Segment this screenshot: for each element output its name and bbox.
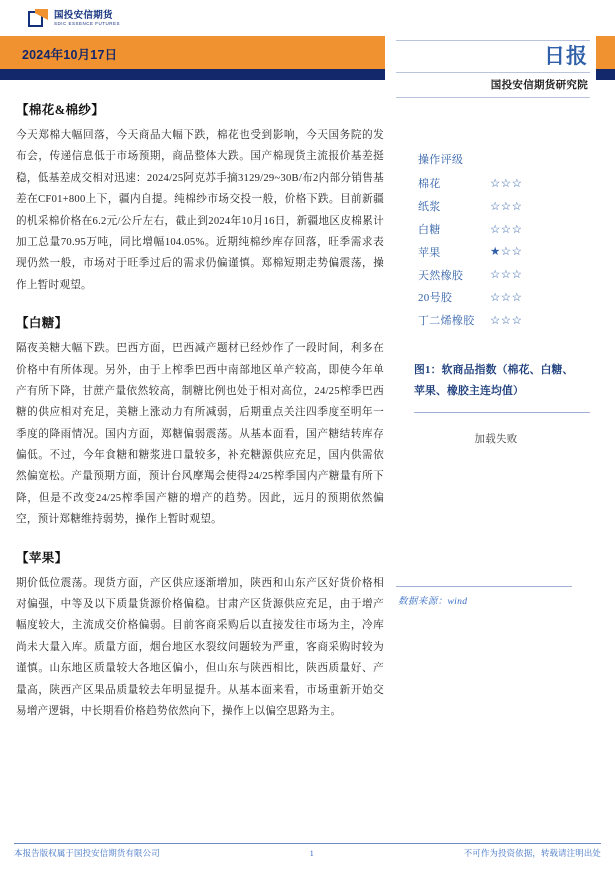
- rating-name-rubber-20: 20号胶: [418, 292, 453, 305]
- masthead: [0, 0, 615, 36]
- section-title-cotton: 【棉花&棉纱】: [16, 103, 105, 117]
- section-apple: [16, 548, 384, 723]
- rating-stars-rubber-20: ☆☆☆: [490, 292, 523, 305]
- rating-row-rubber-20: [418, 288, 522, 311]
- section-body-cotton: 今天郑棉大幅回落，今天商品大幅下跌，棉花也受到影响，今天国务院的发布会，传递信息低于市场预期，商品整体大跌。国产棉现货主流报价基差挺稳，低基差成交相对迅速：2024/25阿克苏手摘3129/29~30B/布2内部分销售基差在CF01+800上下，疆内自提。纯棉纱市场交投一般，价格下跌。目前新疆的机采棉价格在6.2元/公斤左右，截止到2024年10月16日，新疆地区皮棉累计加工总量70.95万吨，同比增幅104.05%。近期纯棉纱库存回落，旺季需求表现仍然一般，市场对于旺季过后的需求仍偏谨慎。郑棉短期走势偏震荡，操作上暂时观望。: [16, 130, 384, 291]
- footer-rule: [14, 843, 601, 844]
- footer-copyright: 本报告版权属于国投安信期货有限公司: [14, 849, 160, 858]
- rating-name-natural-rubber: 天然橡胶: [418, 269, 464, 282]
- rating-row-natural-rubber: [418, 265, 522, 288]
- rating-row-sugar: [418, 220, 522, 243]
- sidebar: [396, 150, 596, 446]
- logo-mark-icon: [28, 9, 49, 29]
- figure-caption: 图1：软商品指数（棉花、白糖、苹果、橡胶主连均值）: [414, 363, 574, 398]
- rating-name-pulp: 纸浆: [418, 201, 441, 214]
- section-body-apple: 期价低位震荡。现货方面，产区供应逐渐增加，陕西和山东产区好货价格相对偏强，中等及以下质量货源价格偏稳。甘肃产区货源供应充足，由于增产幅度较大，主流成交价格偏弱。目前客商采购后以直接发往市场为主，冷库尚未大量入库。质量方面，烟台地区水裂纹问题较为严重，客商采购时较为谨慎。山东地区质量较大各地区偏小，但山东与陕西相比，陕西质量好、产量高，陕西产区果品质量较去年明显提升。从基本面来看，市场重新开始交易增产逻辑，中长期看价格趋势依然向下，操作上以偏空思路为主。: [16, 577, 384, 717]
- rating-stars-natural-rubber: ☆☆☆: [490, 269, 523, 282]
- rating-name-sugar: 白糖: [418, 224, 441, 237]
- rating-table-header: [418, 150, 522, 174]
- rating-name-butadiene-rubber: 丁二烯橡胶: [418, 315, 475, 328]
- figure-load-failed-placeholder: 加载失败: [474, 433, 518, 445]
- rating-row-pulp: [418, 197, 522, 220]
- figure-data-source: 数据来源：wind: [398, 596, 468, 607]
- report-date: 2024年10月17日: [22, 48, 118, 62]
- header-rule-bottom: [396, 97, 590, 98]
- rating-stars-sugar: ☆☆☆: [490, 223, 523, 236]
- rating-name-apple: 苹果: [418, 246, 441, 259]
- accent-block-orange: [596, 36, 615, 69]
- rating-stars-butadiene-rubber: ☆☆☆: [490, 314, 523, 327]
- operation-rating-table: [418, 150, 522, 334]
- logo-name-cn: 国投安信期货: [54, 10, 113, 22]
- section-body-sugar: 隔夜美糖大幅下跌。巴西方面，巴西减产题材已经炒作了一段时间，利多在价格中有所体现。另外，由于上榨季巴西中南部地区单产较高，即使今年单产有所下降，甘蔗产量依然较高，制糖比例也处于相对高位，24/25榨季巴西糖的供应相对充足，美糖上涨动力有所减弱，后期重点关注四季度至明年一季度的降雨情况。国内方面，郑糖偏弱震荡。从基本面看，国产糖结转库存偏低。不过，今年食糖和糖浆进口量较多，补充糖源供应充足，国内供需依然偏宽松。产量预期方面，预计台风摩羯会使得24/25榨季国内产糖量有所下降，但是不改变24/25榨季国产糖的增产的趋势。因此，远月的预期依然偏空，预计郑糖维持弱势，操作上暂时观望。: [16, 343, 384, 526]
- figure-caption-rule: [414, 412, 590, 413]
- main-content: [16, 100, 384, 737]
- section-title-sugar: 【白糖】: [16, 316, 68, 331]
- research-institute-name: 国投安信期货研究院: [490, 79, 588, 92]
- logo-name-en: SDIC ESSENCE FUTURES: [54, 21, 120, 27]
- report-type-title: 日报: [544, 45, 588, 68]
- section-cotton: [16, 100, 384, 296]
- footer-page-number: 1: [309, 849, 314, 858]
- rating-row-apple: [418, 242, 522, 265]
- source-rule: [396, 586, 572, 587]
- accent-block-navy: [596, 69, 615, 80]
- company-logo: [28, 9, 119, 29]
- rating-stars-apple: ★☆☆: [490, 246, 523, 259]
- rating-stars-cotton: ☆☆☆: [490, 178, 523, 191]
- rating-row-cotton: [418, 174, 522, 197]
- title-bar-navy: [0, 69, 385, 80]
- rating-stars-pulp: ☆☆☆: [490, 200, 523, 213]
- section-title-apple: 【苹果】: [16, 550, 68, 565]
- header-right-block: [396, 40, 590, 98]
- rating-name-cotton: 棉花: [418, 178, 441, 191]
- page-footer: [14, 847, 601, 859]
- section-sugar: [16, 313, 384, 531]
- rating-row-butadiene-rubber: [418, 311, 522, 334]
- footer-disclaimer: 不可作为投资依据，转载请注明出处: [463, 849, 601, 858]
- rating-header-label: 操作评级: [418, 154, 464, 166]
